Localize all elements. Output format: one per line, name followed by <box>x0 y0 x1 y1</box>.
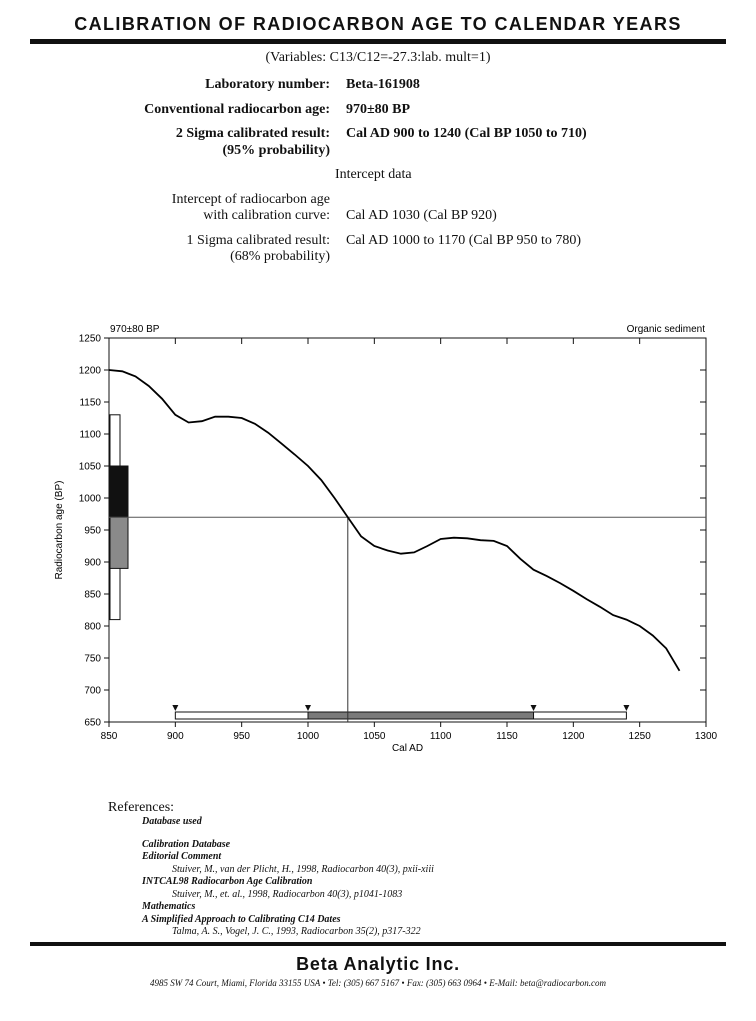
variables-line: (Variables: C13/C12=-27.3:lab. mult=1) <box>265 50 491 65</box>
range-marker <box>172 705 178 711</box>
intercept-label-line1: Intercept of radiocarbon age <box>171 192 330 207</box>
sigma1-value: Cal AD 1000 to 1170 (Cal BP 950 to 780) <box>346 233 582 248</box>
y-tick-label: 650 <box>84 717 101 729</box>
plot-frame <box>109 338 706 722</box>
ref-spacer <box>108 829 434 839</box>
lab-number-label: Laboratory number: <box>205 77 330 92</box>
intercept-value: Cal AD 1030 (Cal BP 920) <box>346 208 497 223</box>
sigma1-probability: (68% probability) <box>230 249 330 264</box>
references-section <box>108 800 434 939</box>
ref-approach-title: A Simplified Approach to Calibrating C14 Dates <box>142 913 341 925</box>
y-tick-label: 700 <box>84 685 101 697</box>
x-tick-label: 950 <box>233 731 251 742</box>
y-tick-label: 1100 <box>79 429 101 441</box>
sigma-bands <box>110 415 629 719</box>
y-tick-label: 1200 <box>78 365 101 377</box>
sigma1-age-bar-lower <box>110 517 128 568</box>
calibration-chart <box>0 312 756 772</box>
intercept-heading: Intercept data <box>335 167 412 182</box>
footer-rule <box>30 942 726 946</box>
sigma1-age-bar-upper <box>110 466 128 517</box>
y-tick-label: 900 <box>84 557 101 569</box>
calibration-curve <box>109 370 680 671</box>
ref-editorial-cite: Stuiver, M., van der Plicht, H., 1998, Radiocarbon 40(3), pxii-xiii <box>172 863 434 875</box>
ref-editorial-comment: Editorial Comment <box>142 851 222 862</box>
y-tick-label: 1250 <box>78 333 101 345</box>
intercept-label-line2: with calibration curve: <box>203 208 330 223</box>
y-axis-label: Radiocarbon age (BP) <box>54 480 65 580</box>
chart-subtitle: Organic sediment <box>626 324 705 335</box>
references-heading: References: <box>108 800 175 815</box>
sigma1-cal-bar <box>308 712 534 719</box>
conventional-age-label: Conventional radiocarbon age: <box>144 102 330 117</box>
x-tick-label: 1250 <box>628 731 651 742</box>
page-title: CALIBRATION OF RADIOCARBON AGE TO CALENDAR YEARS <box>74 14 682 34</box>
y-tick-label: 800 <box>84 621 101 633</box>
axis-ticks <box>79 334 718 743</box>
plot-area <box>79 334 718 743</box>
x-tick-label: 1000 <box>296 731 320 742</box>
ref-intcal-title: INTCAL98 Radiocarbon Age Calibration <box>142 876 313 887</box>
sigma2-label: 2 Sigma calibrated result: <box>175 126 330 141</box>
sigma1-label: 1 Sigma calibrated result: <box>186 233 330 248</box>
reference-lines <box>109 517 706 722</box>
x-tick-label: 1050 <box>363 731 386 742</box>
sigma2-probability: (95% probability) <box>222 143 330 158</box>
x-axis-label: Cal AD <box>391 743 424 754</box>
range-marker <box>531 705 537 711</box>
title-rule <box>30 39 726 44</box>
conventional-age-value: 970±80 BP <box>346 102 411 117</box>
y-tick-label: 850 <box>84 589 101 601</box>
sigma2-value: Cal AD 900 to 1240 (Cal BP 1050 to 710) <box>346 126 587 141</box>
footer-company: Beta Analytic Inc. <box>296 954 460 974</box>
x-tick-label: 1100 <box>429 731 452 742</box>
range-marker <box>305 705 311 711</box>
x-tick-label: 850 <box>100 731 118 742</box>
x-tick-label: 1200 <box>562 731 585 742</box>
chart-title: 970±80 BP <box>110 324 160 335</box>
y-tick-label: 750 <box>84 653 101 665</box>
y-tick-label: 1000 <box>78 493 101 505</box>
x-tick-label: 900 <box>166 731 184 742</box>
range-marker <box>623 705 629 711</box>
ref-intcal-cite: Stuiver, M., et. al., 1998, Radiocarbon 40(3), p1041-1083 <box>172 888 403 900</box>
x-tick-label: 1150 <box>496 731 518 742</box>
footer-address: 4985 SW 74 Court, Miami, Florida 33155 USA • Tel: (305) 667 5167 • Fax: (305) 663 0964 • E-Mail: beta@radiocarbon.com <box>150 978 606 988</box>
y-tick-label: 1150 <box>79 397 101 409</box>
ref-mathematics: Mathematics <box>142 901 196 912</box>
ref-database-used: Database used <box>142 816 202 827</box>
y-tick-label: 1050 <box>78 461 101 473</box>
ref-calibration-database: Calibration Database <box>142 838 231 850</box>
y-tick-label: 950 <box>84 525 101 537</box>
lab-number-value: Beta-161908 <box>346 77 420 92</box>
x-tick-label: 1300 <box>694 731 718 742</box>
ref-approach-cite: Talma, A. S., Vogel, J. C., 1993, Radiocarbon 35(2), p317-322 <box>172 926 421 937</box>
